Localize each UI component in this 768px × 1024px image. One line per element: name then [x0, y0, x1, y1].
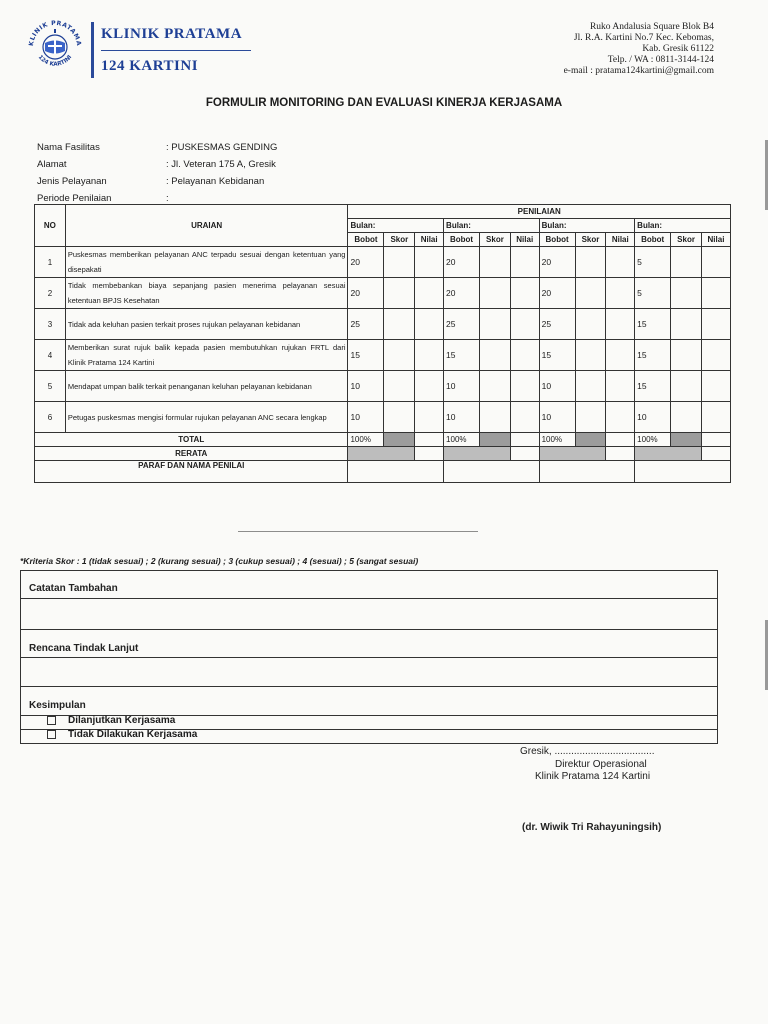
rerata-label: RERATA — [35, 447, 348, 461]
bobot-cell: 10 — [539, 402, 575, 433]
separator-line — [238, 531, 478, 532]
shaded-cell — [539, 447, 606, 461]
nilai-cell[interactable] — [510, 247, 539, 278]
bobot-cell: 10 — [539, 371, 575, 402]
skor-cell[interactable] — [480, 340, 511, 371]
brand-subname: 124 KARTINI — [101, 58, 199, 74]
paraf-cell[interactable] — [539, 461, 635, 483]
signature-place-date: Gresik, .................................... — [520, 746, 655, 757]
skor-cell[interactable] — [384, 309, 415, 340]
row-uraian: Tidak membebankan biaya sepanjang pasien menerima pelayanan sesuai ketentuan BPJS Kesehatan — [65, 278, 348, 309]
table-row — [35, 371, 731, 402]
bobot-cell: 5 — [635, 247, 671, 278]
skor-cell[interactable] — [575, 371, 606, 402]
row-uraian: Memberikan surat rujuk balik kepada pasien membutuhkan rujukan FRTL dari Klinik Pratama 124 Kartini — [65, 340, 348, 371]
address-line: Kab. Gresik 61122 — [642, 44, 714, 54]
table-row — [35, 309, 731, 340]
skor-cell[interactable] — [384, 371, 415, 402]
bobot-cell: 15 — [444, 340, 480, 371]
skor-cell[interactable] — [671, 278, 702, 309]
rencana-label: Rencana Tindak Lanjut — [29, 643, 139, 654]
col-header-no: NO — [35, 205, 66, 247]
info-label: Alamat — [37, 159, 67, 170]
nilai-total-cell[interactable] — [701, 433, 730, 447]
sub-header-skor: Skor — [384, 233, 415, 247]
skor-cell[interactable] — [384, 247, 415, 278]
nilai-cell[interactable] — [510, 371, 539, 402]
evaluation-table — [34, 204, 731, 483]
paraf-row — [35, 461, 731, 483]
nilai-cell[interactable] — [701, 402, 730, 433]
bobot-cell: 20 — [444, 278, 480, 309]
nilai-cell[interactable] — [606, 309, 635, 340]
skor-cell[interactable] — [575, 340, 606, 371]
sub-header-skor: Skor — [671, 233, 702, 247]
bobot-cell: 20 — [348, 247, 384, 278]
nilai-cell[interactable] — [415, 340, 444, 371]
address-line: Telp. / WA : 0811-3144-124 — [607, 55, 714, 65]
rerata-value-cell[interactable] — [415, 447, 444, 461]
shaded-cell — [671, 433, 702, 447]
nilai-cell[interactable] — [510, 402, 539, 433]
sub-header-skor: Skor — [575, 233, 606, 247]
bobot-cell: 15 — [539, 340, 575, 371]
facility-info — [37, 139, 277, 207]
bobot-cell: 15 — [635, 309, 671, 340]
paraf-cell[interactable] — [444, 461, 540, 483]
clinic-address — [564, 22, 714, 77]
total-value: 100% — [635, 433, 671, 447]
bobot-cell: 10 — [444, 402, 480, 433]
skor-cell[interactable] — [480, 371, 511, 402]
sub-header-skor: Skor — [480, 233, 511, 247]
skor-cell[interactable] — [671, 309, 702, 340]
checkbox-icon[interactable] — [47, 716, 56, 725]
total-value: 100% — [348, 433, 384, 447]
bobot-cell: 20 — [539, 278, 575, 309]
sub-header-bobot: Bobot — [348, 233, 384, 247]
total-value: 100% — [539, 433, 575, 447]
row-divider — [21, 657, 717, 658]
nilai-cell[interactable] — [701, 340, 730, 371]
sub-header-bobot: Bobot — [635, 233, 671, 247]
nilai-cell[interactable] — [606, 340, 635, 371]
score-criteria-note: *Kriteria Skor : 1 (tidak sesuai) ; 2 (kurang sesuai) ; 3 (cukup sesuai) ; 4 (sesuai) ; 5 (sangat sesuai) — [20, 556, 419, 566]
header-divider — [91, 22, 94, 78]
row-number: 5 — [35, 371, 66, 402]
signature-position: Direktur Operasional — [555, 759, 647, 770]
sub-header-nilai: Nilai — [606, 233, 635, 247]
row-divider — [21, 598, 717, 599]
bulan-header: Bulan: — [539, 219, 635, 233]
row-divider — [21, 686, 717, 687]
brand-underline — [101, 50, 251, 51]
bobot-cell: 15 — [635, 371, 671, 402]
svg-text:124 KARTINI: 124 KARTINI — [36, 54, 74, 68]
paraf-cell[interactable] — [635, 461, 731, 483]
bulan-header: Bulan: — [444, 219, 540, 233]
skor-cell[interactable] — [480, 278, 511, 309]
nilai-cell[interactable] — [701, 371, 730, 402]
shaded-cell — [384, 433, 415, 447]
skor-cell[interactable] — [480, 402, 511, 433]
info-row — [37, 139, 277, 156]
skor-cell[interactable] — [575, 309, 606, 340]
info-row — [37, 156, 277, 173]
shaded-cell — [348, 447, 415, 461]
row-uraian: Tidak ada keluhan pasien terkait proses rujukan pelayanan kebidanan — [65, 309, 348, 340]
rerata-value-cell[interactable] — [701, 447, 730, 461]
info-label: Jenis Pelayanan — [37, 176, 107, 187]
row-divider — [21, 629, 717, 630]
skor-cell[interactable] — [384, 278, 415, 309]
sub-header-nilai: Nilai — [415, 233, 444, 247]
checkbox-icon[interactable] — [47, 730, 56, 739]
skor-cell[interactable] — [671, 371, 702, 402]
row-uraian: Mendapat umpan balik terkait penanganan keluhan pelayanan kebidanan — [65, 371, 348, 402]
info-value: : — [166, 193, 169, 204]
table-row — [35, 402, 731, 433]
skor-cell[interactable] — [480, 309, 511, 340]
address-line: Jl. R.A. Kartini No.7 Kec. Kebomas, — [573, 33, 714, 43]
nilai-cell[interactable] — [415, 371, 444, 402]
signature-institution: Klinik Pratama 124 Kartini — [535, 771, 651, 782]
info-label: Nama Fasilitas — [37, 142, 100, 153]
skor-cell[interactable] — [671, 247, 702, 278]
col-header-uraian: URAIAN — [65, 205, 348, 247]
sub-header-nilai: Nilai — [510, 233, 539, 247]
table-row — [35, 340, 731, 371]
paraf-label: PARAF DAN NAMA PENILAI — [35, 461, 348, 483]
bobot-cell: 10 — [635, 402, 671, 433]
clinic-logo-icon — [24, 16, 86, 78]
rerata-value-cell[interactable] — [606, 447, 635, 461]
skor-cell[interactable] — [384, 340, 415, 371]
nilai-cell[interactable] — [606, 402, 635, 433]
kesimpulan-label: Kesimpulan — [29, 700, 86, 711]
skor-cell[interactable] — [480, 247, 511, 278]
bobot-cell: 20 — [444, 247, 480, 278]
paraf-cell[interactable] — [348, 461, 444, 483]
bobot-cell: 5 — [635, 278, 671, 309]
nilai-cell[interactable] — [510, 309, 539, 340]
shaded-cell — [444, 447, 511, 461]
bobot-cell: 15 — [635, 340, 671, 371]
bobot-cell: 15 — [348, 340, 384, 371]
bobot-cell: 25 — [539, 309, 575, 340]
sub-header-bobot: Bobot — [444, 233, 480, 247]
nilai-cell[interactable] — [701, 247, 730, 278]
catatan-label: Catatan Tambahan — [29, 583, 118, 594]
bobot-cell: 10 — [348, 402, 384, 433]
row-uraian: Petugas puskesmas mengisi formular rujukan pelayanan ANC secara lengkap — [65, 402, 348, 433]
bobot-cell: 20 — [539, 247, 575, 278]
info-row — [37, 173, 277, 190]
table-row — [35, 278, 731, 309]
nilai-cell[interactable] — [415, 309, 444, 340]
notes-box — [20, 570, 718, 744]
nilai-cell[interactable] — [606, 278, 635, 309]
bulan-header: Bulan: — [635, 219, 731, 233]
nilai-cell[interactable] — [510, 340, 539, 371]
row-uraian: Puskesmas memberikan pelayanan ANC terpadu sesuai dengan ketentuan yang disepakati — [65, 247, 348, 278]
bobot-cell: 25 — [348, 309, 384, 340]
row-number: 2 — [35, 278, 66, 309]
sub-header-nilai: Nilai — [701, 233, 730, 247]
info-value: : Pelayanan Kebidanan — [166, 176, 265, 187]
nilai-cell[interactable] — [701, 309, 730, 340]
total-value: 100% — [444, 433, 480, 447]
row-number: 1 — [35, 247, 66, 278]
rerata-row — [35, 447, 731, 461]
option-dilanjutkan[interactable] — [47, 715, 175, 726]
shaded-cell — [480, 433, 511, 447]
total-row — [35, 433, 731, 447]
nilai-cell[interactable] — [415, 278, 444, 309]
info-value: : Jl. Veteran 175 A, Gresik — [166, 159, 276, 170]
nilai-cell[interactable] — [606, 371, 635, 402]
form-title: FORMULIR MONITORING DAN EVALUASI KINERJA KERJASAMA — [205, 97, 563, 109]
row-number: 3 — [35, 309, 66, 340]
sub-header-bobot: Bobot — [539, 233, 575, 247]
bobot-cell: 25 — [444, 309, 480, 340]
nilai-cell[interactable] — [701, 278, 730, 309]
svg-text:KLINIK PRATAMA: KLINIK PRATAMA — [27, 19, 83, 47]
skor-cell[interactable] — [575, 247, 606, 278]
col-header-penilaian: PENILAIAN — [348, 205, 731, 219]
info-label: Periode Penilaian — [37, 193, 112, 204]
address-line: e-mail : pratama124kartini@gmail.com — [563, 66, 714, 76]
bulan-header: Bulan: — [348, 219, 444, 233]
row-number: 6 — [35, 402, 66, 433]
row-number: 4 — [35, 340, 66, 371]
skor-cell[interactable] — [384, 402, 415, 433]
info-value: : PUSKESMAS GENDING — [166, 142, 278, 153]
option-label: Tidak Dilakukan Kerjasama — [68, 729, 198, 740]
option-label: Dilanjutkan Kerjasama — [68, 715, 176, 726]
total-label: TOTAL — [35, 433, 348, 447]
brand-name: KLINIK PRATAMA — [101, 26, 243, 42]
rerata-value-cell[interactable] — [510, 447, 539, 461]
bobot-cell: 10 — [444, 371, 480, 402]
skor-cell[interactable] — [575, 278, 606, 309]
nilai-total-cell[interactable] — [510, 433, 539, 447]
option-tidak-dilakukan[interactable] — [47, 729, 197, 740]
nilai-total-cell[interactable] — [606, 433, 635, 447]
nilai-cell[interactable] — [606, 247, 635, 278]
skor-cell[interactable] — [575, 402, 606, 433]
nilai-total-cell[interactable] — [415, 433, 444, 447]
skor-cell[interactable] — [671, 402, 702, 433]
nilai-cell[interactable] — [415, 247, 444, 278]
shaded-cell — [575, 433, 606, 447]
bobot-cell: 10 — [348, 371, 384, 402]
address-line: Ruko Andalusia Square Blok B4 — [589, 22, 714, 32]
skor-cell[interactable] — [671, 340, 702, 371]
nilai-cell[interactable] — [415, 402, 444, 433]
nilai-cell[interactable] — [510, 278, 539, 309]
table-row — [35, 247, 731, 278]
shaded-cell — [635, 447, 702, 461]
signature-name: (dr. Wiwik Tri Rahayuningsih) — [522, 822, 662, 833]
bobot-cell: 20 — [348, 278, 384, 309]
